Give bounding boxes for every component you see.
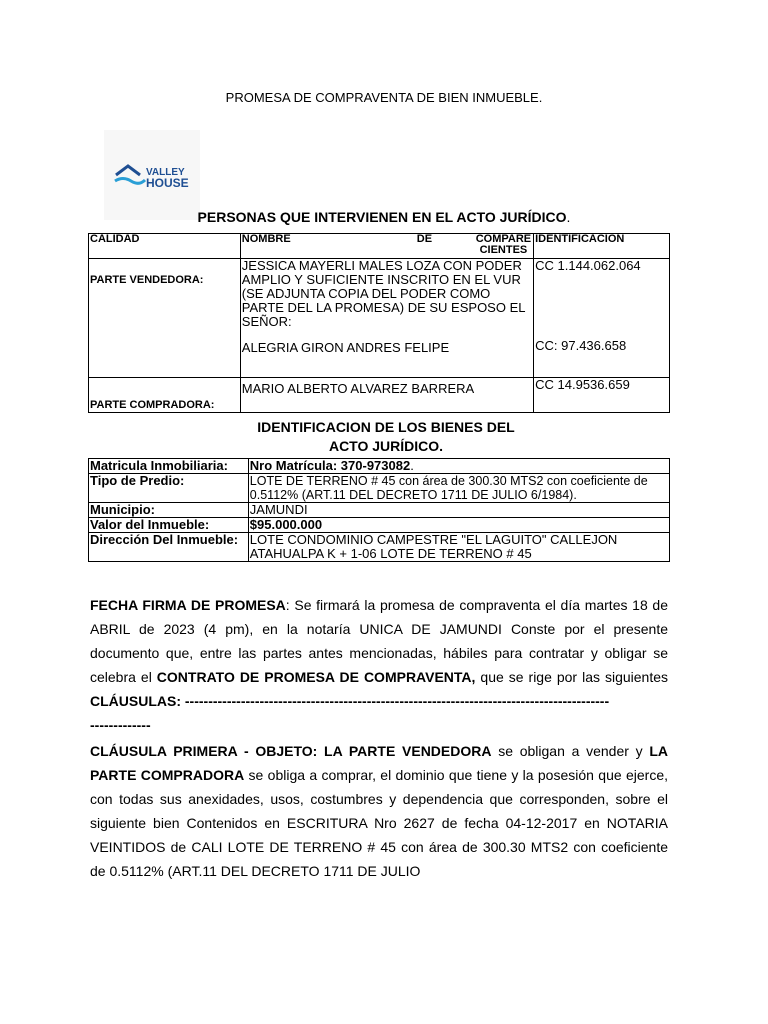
paragraph1-clausulas: CLÁUSULAS: ------------------------------------------------------------------------------------------- (90, 693, 610, 709)
header-comparecientes-line2: CIENTES (479, 244, 528, 256)
house-logo-icon (114, 162, 146, 186)
paragraph1-text2: que se rige por las siguientes (475, 669, 669, 685)
paragraph1-text1: : Se firmará la promesa de compraventa el día martes 18 de ABRIL de 2023 (4 pm), en la notaría UNICA DE JAMUNDI Conste por el presente documento que, entre las partes antes mencionadas, hábiles para contratar y obligar se celebra el (90, 597, 668, 685)
section-heading-property (236, 418, 536, 456)
logo-line1: VALLEY (146, 167, 185, 178)
paragraph2-text2: se obliga a comprar, el dominio que tiene y la posesión que ejerce, con todas sus anexidades, usos, costumbres y dependencia que corresponden, sobre el siguiente bien Contenidos en ESCRITURA Nro 2627 de fecha 04-12-2017 en NOTARIA VEINTIDOS de CALI LOTE DE TERRENO # 45 con área de 300.30 MTS2 con coeficiente de 0.5112% (ART.11 DEL DECRETO 1711 DE JULIO (90, 767, 669, 879)
municipio-label: Municipio: (89, 503, 249, 518)
paragraph-clausula-primera (90, 739, 668, 883)
table-header-row (89, 234, 670, 259)
property-row-matricula (89, 459, 670, 474)
buyer-label: PARTE COMPRADORA: (90, 399, 215, 411)
tipo-label: Tipo de Predio: (89, 474, 249, 503)
valor-label: Valor del Inmueble: (89, 518, 249, 533)
seller-id-cell (534, 259, 670, 378)
seller-label: PARTE VENDEDORA: (90, 274, 204, 286)
header-nombre-label: NOMBRE (241, 233, 291, 245)
header-de-label: DE (416, 233, 433, 245)
paragraph1-dashes: ------------- (90, 717, 151, 733)
matricula-suffix: . (410, 458, 414, 473)
paragraph2-bold1: LA PARTE COMPRADORA (90, 743, 669, 783)
table-row-buyer (89, 378, 670, 413)
section2-heading-line2: ACTO JURÍDICO. (328, 438, 444, 454)
seller-label-cell (89, 259, 241, 378)
section-heading-period: . (566, 209, 571, 225)
paragraph1-lead: FECHA FIRMA DE PROMESA (90, 597, 286, 613)
paragraph2-text1: se obligan a vender y (491, 743, 650, 759)
header-comparecientes-label (476, 234, 531, 256)
seller-id: CC 1.144.062.064 (535, 258, 641, 273)
section-heading-text: PERSONAS QUE INTERVIENEN EN EL ACTO JURÍDICO (197, 209, 567, 225)
table-row-seller (89, 259, 670, 378)
matricula-value: Nro Matrícula: 370-973082 (249, 458, 411, 473)
direccion-label: Dirección Del Inmueble: (89, 533, 249, 562)
paragraph-fecha-firma (90, 593, 668, 737)
paragraph2-lead: CLÁUSULA PRIMERA - OBJETO: LA PARTE VENDEDORA (90, 743, 492, 759)
tipo-value: LOTE DE TERRENO # 45 con área de 300.30 MTS2 con coeficiente de 0.5112% (ART.11 DEL DECRETO 1711 DE JULIO 6/1984). (248, 474, 669, 503)
section2-heading-line1: IDENTIFICACION DE LOS BIENES DEL (257, 419, 515, 435)
property-row-valor (89, 518, 670, 533)
matricula-label: Matricula Inmobiliaria: (89, 459, 249, 474)
logo-line2: HOUSE (146, 176, 189, 190)
logo-wordmark (146, 167, 189, 189)
header-nombre (240, 234, 533, 259)
document-title: PROMESA DE COMPRAVENTA DE BIEN INMUEBLE. (225, 90, 543, 105)
property-row-direccion (89, 533, 670, 562)
parties-table (88, 233, 670, 413)
seller-name: JESSICA MAYERLI MALES LOZA CON PODER AMPLIO Y SUFICIENTE INSCRITO EN EL VUR (SE ADJUNTA COPIA DEL PODER COMO PARTE DEL LA PROMESA) DE SU ESPOSO EL SEÑOR: (241, 258, 525, 329)
buyer-label-cell (89, 378, 241, 413)
buyer-id: CC 14.9536.659 (535, 377, 630, 392)
buyer-name-cell (240, 378, 533, 413)
buyer-id-cell (534, 378, 670, 413)
property-row-municipio (89, 503, 670, 518)
municipio-value: JAMUNDI (248, 503, 669, 518)
property-row-tipo (89, 474, 670, 503)
paragraph1-bold1: CONTRATO DE PROMESA DE COMPRAVENTA, (156, 669, 476, 685)
seller-name-2: ALEGRIA GIRON ANDRES FELIPE (241, 340, 450, 355)
seller-name-cell (240, 259, 533, 378)
header-calidad: CALIDAD (89, 234, 241, 259)
company-logo (104, 130, 200, 220)
direccion-value: LOTE CONDOMINIO CAMPESTRE "EL LAGUITO" CALLEJON ATAHUALPA K + 1-06 LOTE DE TERRENO # 45 (248, 533, 669, 562)
header-comparecientes-line1: COMPARE (475, 233, 532, 245)
seller-id-2: CC: 97.436.658 (535, 338, 627, 353)
section-heading-parties (0, 209, 768, 225)
buyer-name: MARIO ALBERTO ALVAREZ BARRERA (241, 381, 475, 396)
header-identificacion: IDENTIFICACION (534, 234, 670, 259)
property-table (88, 458, 670, 562)
matricula-cell (248, 459, 669, 474)
valor-value: $95.000.000 (248, 518, 669, 533)
